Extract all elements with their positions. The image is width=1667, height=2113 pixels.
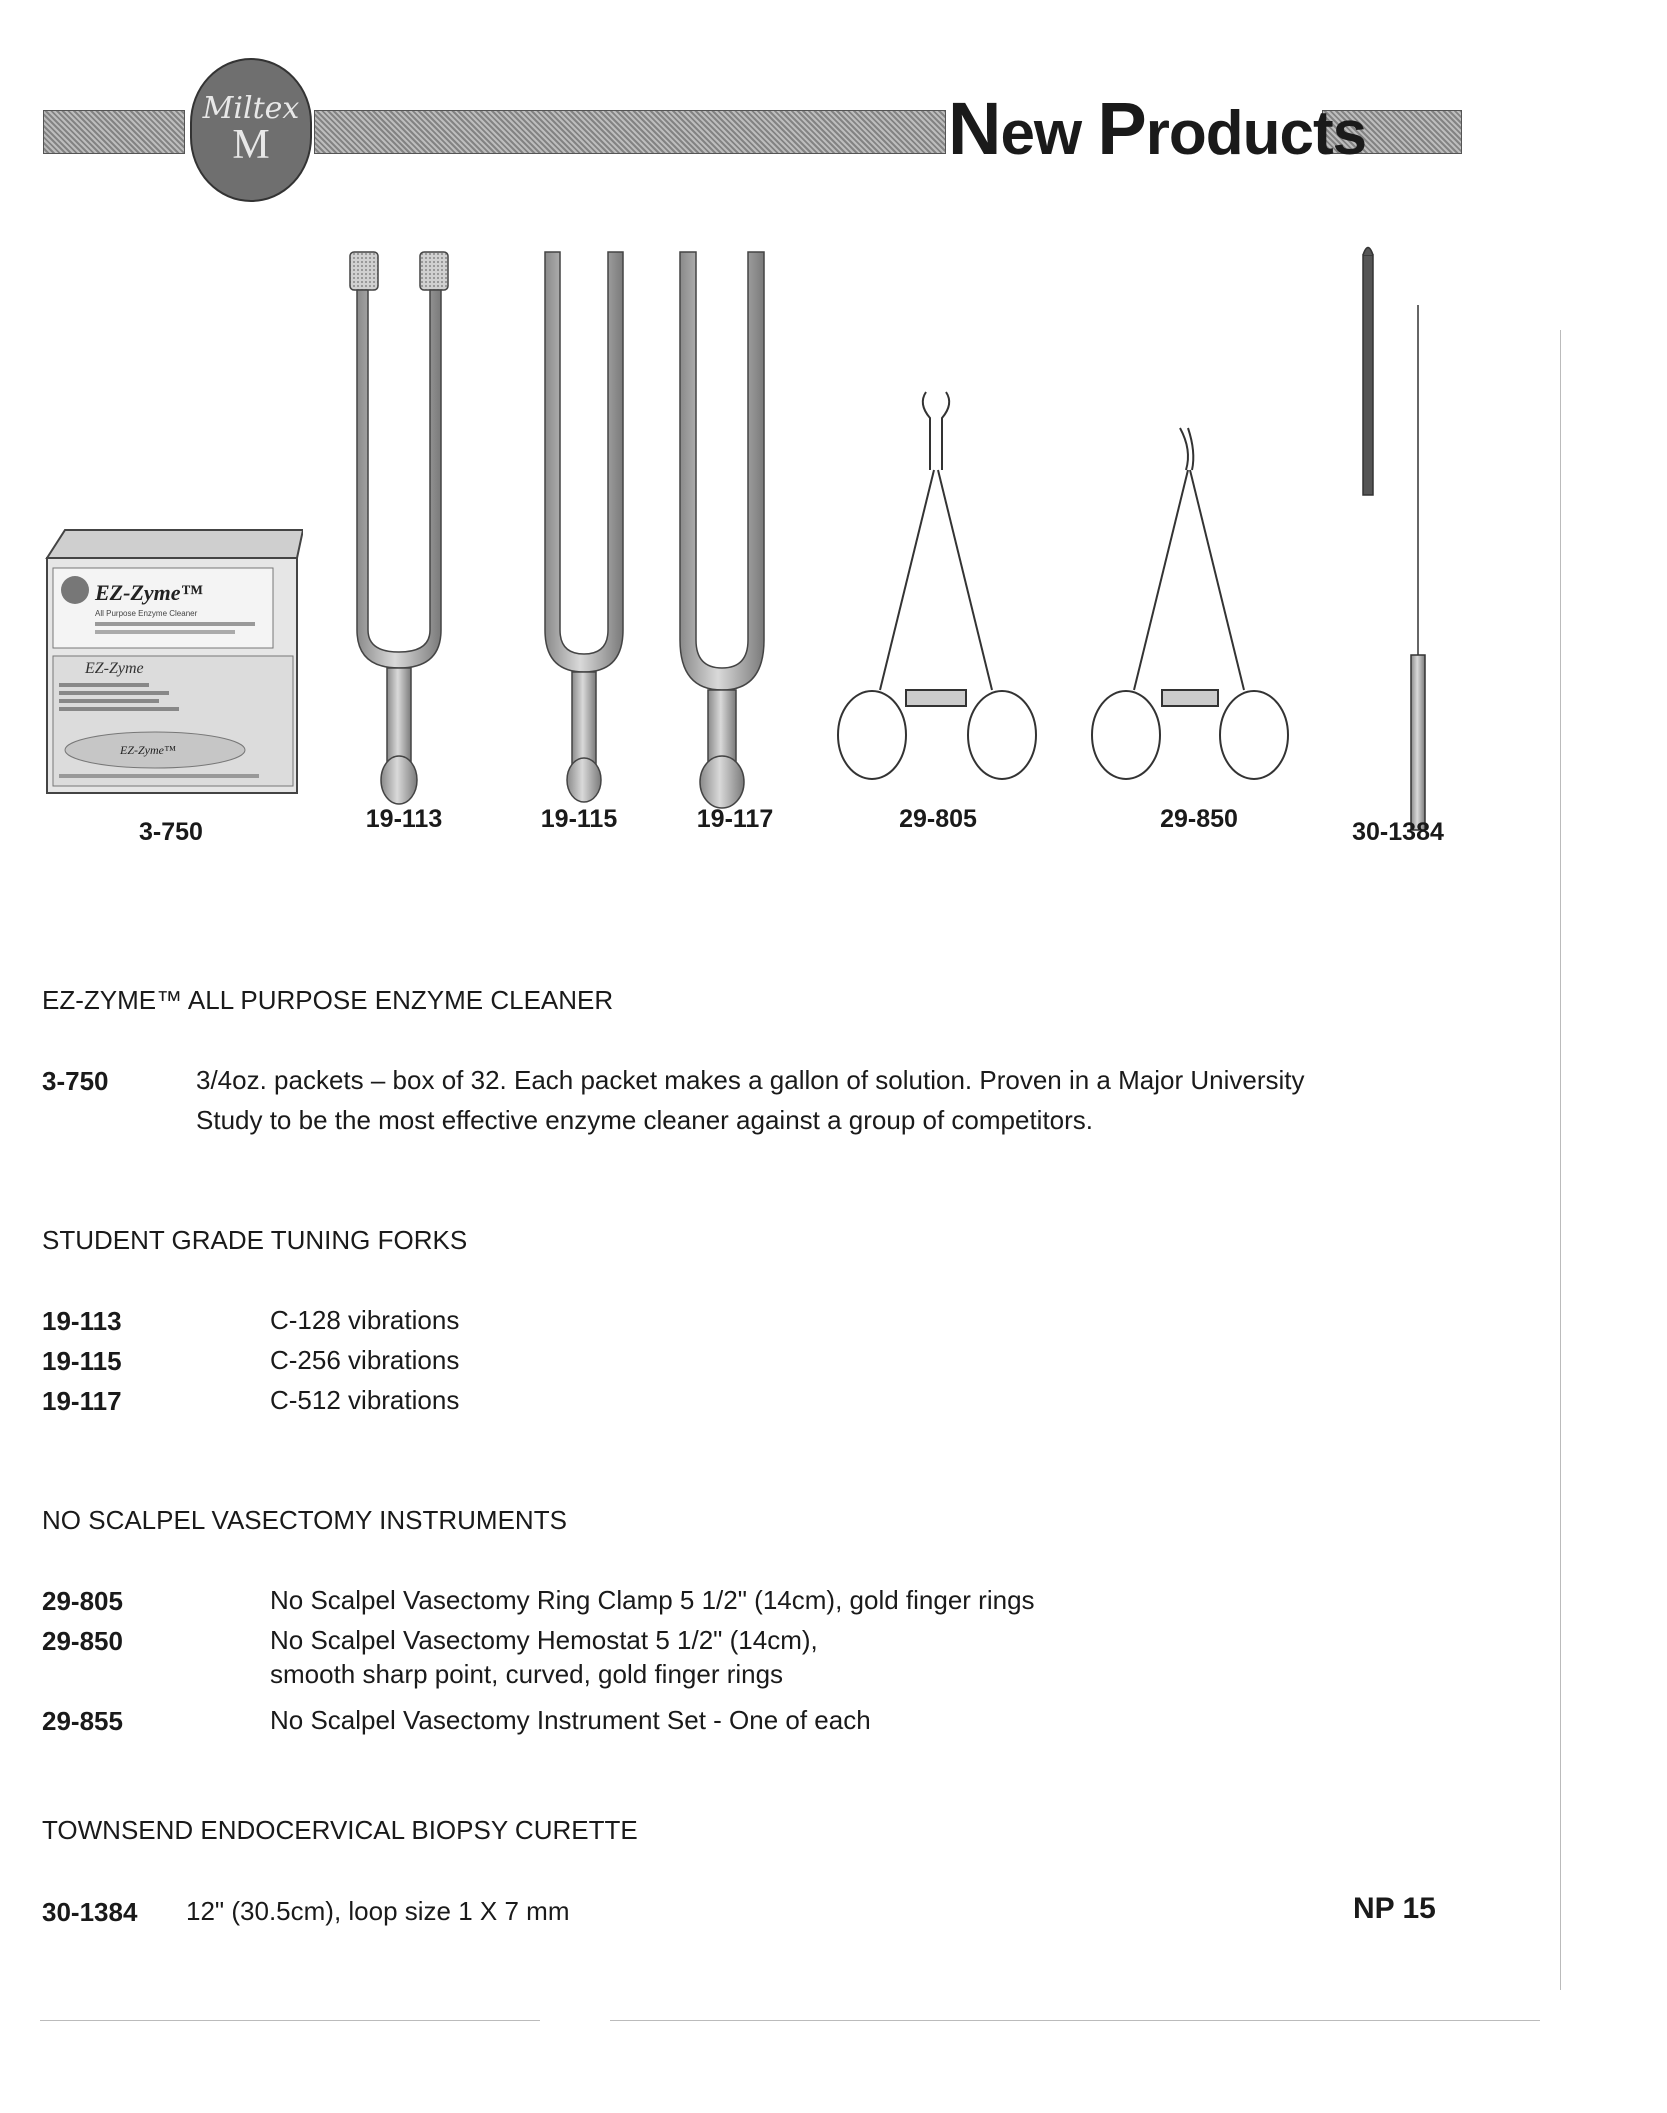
bottom-edge-line-left: [40, 2020, 540, 2021]
item-desc-30-1384: 12" (30.5cm), loop size 1 X 7 mm: [186, 1896, 570, 1926]
box-line-top: All Purpose Enzyme Cleaner: [95, 609, 198, 618]
item-code-19-115: 19-115: [42, 1346, 122, 1376]
tuning-fork-19-115: [545, 252, 623, 802]
tuning-fork-19-113: [350, 252, 448, 804]
item-code-19-113: 19-113: [42, 1306, 122, 1336]
box-brand-mid: EZ-Zyme: [85, 660, 144, 677]
ez-zyme-box-image: [45, 528, 303, 796]
product-label-19-117: 19-117: [696, 805, 774, 833]
product-label-29-850: 29-850: [1160, 805, 1238, 833]
box-brand-bottom: EZ-Zyme™: [120, 743, 176, 757]
item-desc-19-117: C-512 vibrations: [270, 1385, 460, 1415]
item-desc-29-805: No Scalpel Vasectomy Ring Clamp 5 1/2" (14cm), gold finger rings: [270, 1585, 1035, 1615]
item-code-30-1384: 30-1384: [42, 1897, 138, 1927]
product-label-3-750: 3-750: [139, 818, 203, 846]
item-desc-19-113: C-128 vibrations: [270, 1305, 460, 1335]
box-brand-top: EZ-Zyme™: [95, 580, 203, 605]
item-desc-19-115: C-256 vibrations: [270, 1345, 460, 1375]
item-desc-3-750-line2: Study to be the most effective enzyme cleaner against a group of competitors.: [196, 1105, 1094, 1135]
title-rest-roducts: roducts: [1145, 99, 1367, 168]
section-title-tuning-forks: STUDENT GRADE TUNING FORKS: [42, 1225, 468, 1255]
item-code-29-855: 29-855: [42, 1706, 123, 1736]
item-code-29-850: 29-850: [42, 1626, 123, 1656]
right-edge-line: [1560, 330, 1561, 1990]
item-desc-29-855: No Scalpel Vasectomy Instrument Set - One of each: [270, 1705, 871, 1735]
title-rest-ew: ew: [1000, 99, 1082, 168]
item-desc-3-750-line1: 3/4oz. packets – box of 32. Each packet makes a gallon of solution. Proven in a Major University: [196, 1065, 1305, 1095]
ring-clamp-29-805: [838, 392, 1036, 779]
page-number: NP 15: [1353, 1892, 1436, 1925]
logo-script-text: Miltex: [202, 91, 300, 126]
item-desc-29-850-line2: smooth sharp point, curved, gold finger rings: [270, 1659, 784, 1689]
title-initial-n: N: [948, 87, 1001, 170]
title-initial-p: P: [1097, 87, 1146, 170]
product-label-30-1384: 30-1384: [1352, 818, 1444, 846]
curette-30-1384: [1363, 248, 1425, 831]
section-title-ez-zyme: EZ-ZYME™ ALL PURPOSE ENZYME CLEANER: [42, 985, 614, 1015]
item-code-19-117: 19-117: [42, 1386, 122, 1416]
product-label-19-115: 19-115: [540, 805, 618, 833]
tuning-fork-19-117: [680, 252, 764, 808]
hemostat-29-850: [1092, 428, 1288, 779]
product-label-19-113: 19-113: [365, 805, 443, 833]
item-code-3-750: 3-750: [42, 1066, 109, 1096]
section-title-curette: TOWNSEND ENDOCERVICAL BIOPSY CURETTE: [42, 1815, 638, 1845]
section-title-vasectomy: NO SCALPEL VASECTOMY INSTRUMENTS: [42, 1505, 567, 1535]
product-label-29-805: 29-805: [899, 805, 977, 833]
item-desc-29-850-line1: No Scalpel Vasectomy Hemostat 5 1/2" (14cm),: [270, 1625, 818, 1655]
item-code-29-805: 29-805: [42, 1586, 123, 1616]
logo-monogram: M: [232, 122, 270, 168]
bottom-edge-line-right: [610, 2020, 1540, 2021]
